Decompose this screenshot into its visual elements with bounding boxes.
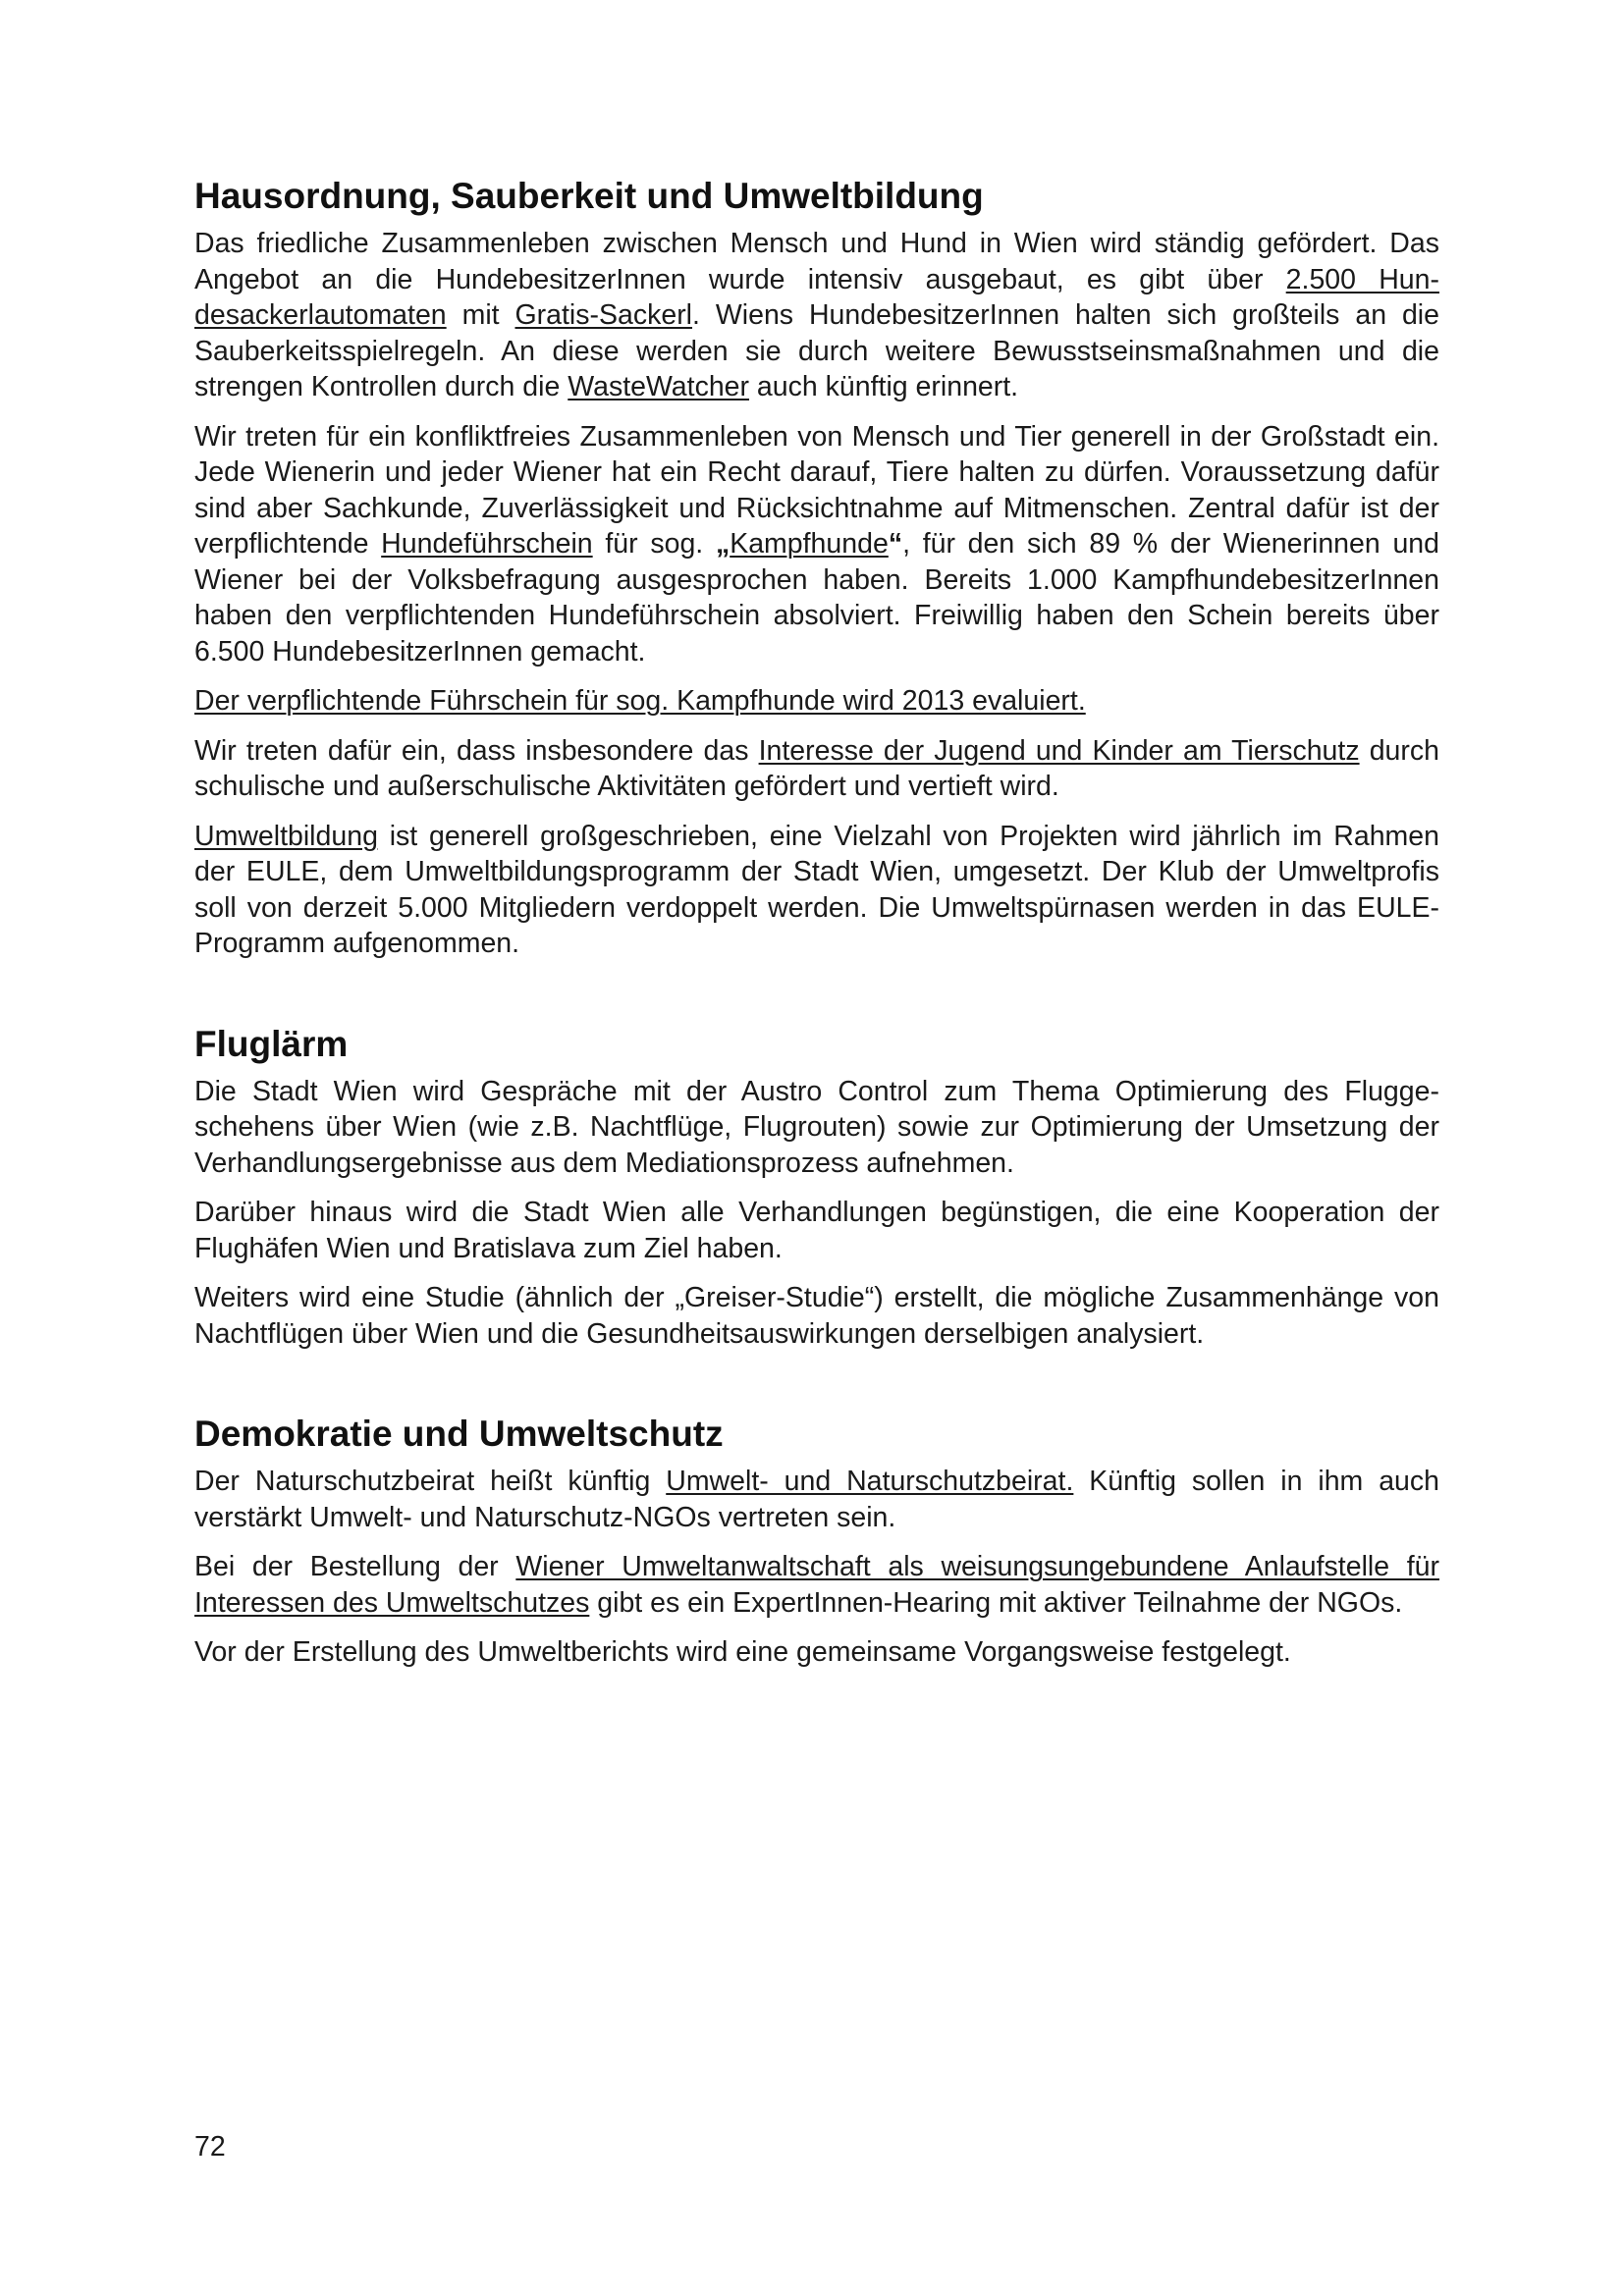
underlined-text: WasteWatcher [568, 371, 750, 402]
paragraph: Die Stadt Wien wird Gespräche mit der Austro Control zum Thema Optimierung des Fluggeschehens über Wien (wie z.B. Nachtflüge, Flugrouten) sowie zur Optimierung der Umsetzung der Verhandlungsergebnisse aus dem Mediationsprozess aufnehmen. [194, 1075, 1439, 1179]
underlined-text: Umwelt- und Naturschutzbeirat. [666, 1466, 1074, 1497]
section-heading: Demokratie und Umweltschutz [194, 1414, 724, 1454]
section-demokratie [194, 1413, 1439, 1671]
underlined-text: Hundeführschein [381, 528, 593, 560]
underlined-text: Der verpflichtende Führschein für sog. Kampfhunde wird 2013 evaluiert. [194, 685, 1086, 717]
underlined-text: Interesse der Jugend und Kinder am Tierschutz [758, 734, 1360, 767]
section-heading: Hausordnung, Sauberkeit und Umweltbildung [194, 176, 984, 216]
page-number: 72 [194, 2131, 226, 2163]
underlined-text: 2.500 Hundesackerlautomaten [194, 263, 1440, 331]
section-hausordnung [194, 175, 1439, 962]
paragraph: Weiters wird eine Studie (ähnlich der „Greiser-Studie“) erstellt, die mögliche Zusammenhänge von Nachtflügen über Wien und die Gesundheitsauswirkungen derselbigen analysiert. [194, 1282, 1439, 1350]
paragraph: Darüber hinaus wird die Stadt Wien alle Verhandlungen begünstigen, die eine Kooperation der Flughäfen Wien und Bratislava zum Ziel haben. [194, 1197, 1439, 1264]
underlined-text: Gratis-Sackerl [514, 299, 693, 331]
paragraph: Bei der Bestellung der Wiener Umweltanwaltschaft als weisungsungebundene Anlaufstelle für Interessen des Umweltschutzes gibt es ein ExpertInnen-Hearing mit aktiver Teilnahme der NGOs. [194, 1551, 1440, 1619]
underlined-text: Umweltbildung [194, 820, 378, 852]
section-heading: Fluglärm [194, 1023, 349, 1064]
paragraph: Der Naturschutzbeirat heißt künftig Umwelt- und Naturschutzbeirat. Künftig sollen in ihm auch verstärkt Umwelt- und Naturschutz-NGOs vertreten sein. [194, 1466, 1440, 1533]
underlined-text: Kampfhunde [730, 528, 889, 560]
paragraph: Umweltbildung ist generell großgeschrieben, eine Vielzahl von Projekten wird jährlich im Rahmen der EULE, dem Umweltbildungsprogramm der Stadt Wien, umgesetzt. Der Klub der Umweltprofis soll von derzeit 5.000 Mitgliedern verdoppelt werden. Die Umweltspürnasen werden in das EULE-Programm aufgenommen. [194, 820, 1439, 959]
section-fluglaerm [194, 1023, 1439, 1353]
paragraph: Vor der Erstellung des Umweltberichts wird eine gemeinsame Vorgangsweise festgelegt. [194, 1636, 1291, 1668]
paragraph: Wir treten für ein konfliktfreies Zusammenleben von Mensch und Tier generell in der Großstadt ein. Jede Wienerin und jeder Wiener hat ein Recht darauf, Tiere halten zu dürfen. Voraussetzung dafür sind aber Sachkunde, Zuverlässigkeit und Rücksichtnahme auf Mitmenschen. Zentral dafür ist der verpflichtende Hundeführschein für sog. „Kampfhunde“, für den sich 89 % der Wienerinnen und Wiener bei der Volksbefragung ausgesprochen haben. Bereits 1.000 KampfhundebesitzerInnen haben den verpflichtenden Hundeführschein absolviert. Freiwillig haben den Schein bereits über 6.500 HundebesitzerInnen gemacht. [194, 420, 1439, 667]
document-page [194, 175, 1439, 1684]
paragraph: Wir treten dafür ein, dass insbesondere das Interesse der Jugend und Kinder am Tierschutz durch schulische und außerschulische Aktivitäten gefördert und vertieft wird. [194, 734, 1439, 802]
paragraph: Das friedliche Zusammenleben zwischen Mensch und Hund in Wien wird ständig gefördert. Das Angebot an die HundebesitzerInnen wurde intensiv ausgebaut, es gibt über 2.500 Hundesackerlautomaten mit Gratis-Sackerl. Wiens HundebesitzerInnen halten sich großteils an die Sauberkeitsspielregeln. An diese werden sie durch weitere Bewusstseinsmaßnahmen und die strengen Kontrollen durch die WasteWatcher auch künftig erinnert. [194, 228, 1440, 402]
paragraph [194, 683, 1439, 720]
underlined-text: Wiener Umweltanwaltschaft als weisungsungebundene Anlaufstelle für Interessen des Umweltschutzes [194, 1551, 1440, 1619]
